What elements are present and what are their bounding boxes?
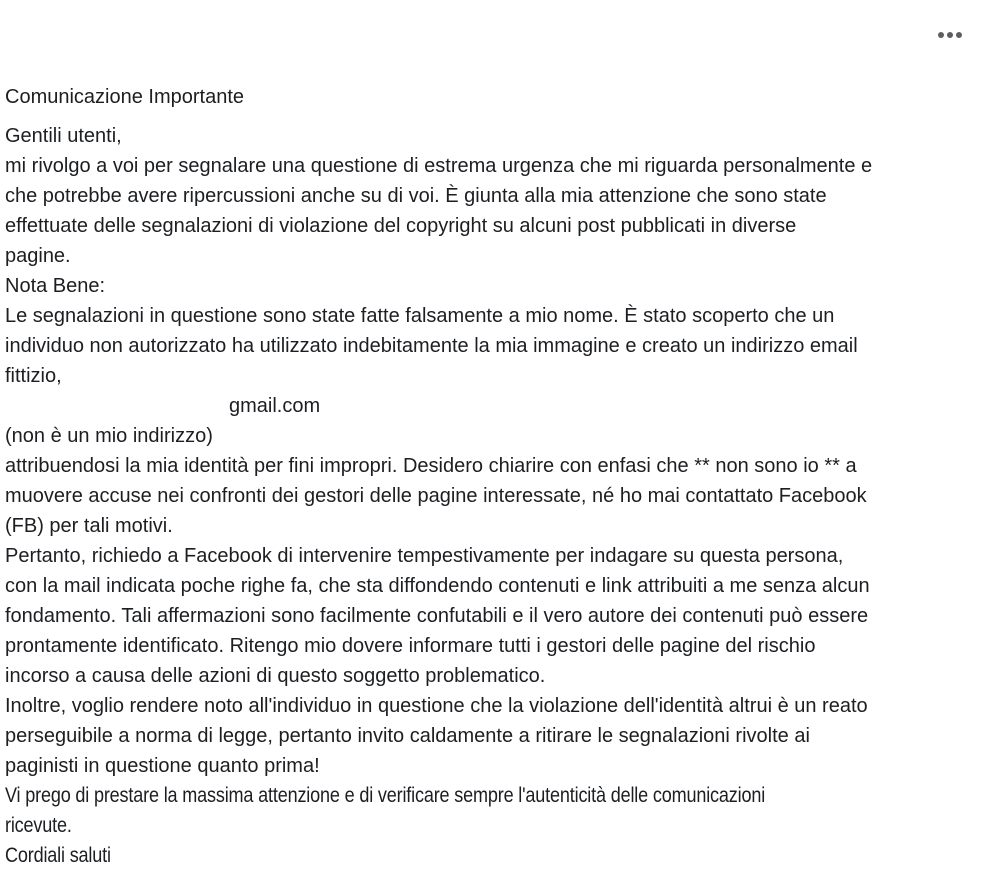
email-line (5, 391, 995, 421)
redacted-email-prefix (5, 411, 229, 412)
post-title: Comunicazione Importante (5, 86, 245, 108)
text-line: Inoltre, voglio rendere noto all'individuo in questione che la violazione dell'identità altrui è un reato (5, 695, 868, 717)
post-body (5, 82, 995, 871)
ellipsis-horizontal-icon (956, 32, 962, 38)
text-line: fondamento. Tali affermazioni sono facilmente confutabili e il vero autore dei contenuti può essere (5, 605, 869, 627)
text-line: muovere accuse nei confronti dei gestori delle pagine interessate, né ho mai contattato Facebook (5, 485, 867, 507)
text-line: con la mail indicata poche righe fa, che sta diffondendo contenuti e link attribuiti a me senza alcun (5, 575, 870, 597)
email-domain: gmail.com (229, 395, 321, 417)
text-line: (non è un mio indirizzo) (5, 425, 213, 447)
text-line: perseguibile a norma di legge, pertanto invito caldamente a ritirare le segnalazioni rivolte ai (5, 725, 810, 747)
text-line: Le segnalazioni in questione sono state fatte falsamente a mio nome. È stato scoperto che un (5, 305, 835, 327)
text-line: individuo non autorizzato ha utilizzato indebitamente la mia immagine e creato un indirizzo email (5, 335, 858, 357)
sign-off: Cordiali saluti (5, 844, 111, 867)
nota-bene-heading: Nota Bene: (5, 275, 106, 297)
text-line: paginisti in questione quanto prima! (5, 755, 320, 777)
text-line: che potrebbe avere ripercussioni anche su di voi. È giunta alla mia attenzione che sono state (5, 185, 827, 207)
text-line: effettuate delle segnalazioni di violazione del copyright su alcuni post pubblicati in diverse (5, 215, 797, 237)
text-line: prontamente identificato. Ritengo mio dovere informare tutti i gestori delle pagine del rischio (5, 635, 816, 657)
text-line: pagine. (5, 245, 71, 267)
more-options-button[interactable] (930, 24, 970, 46)
greeting: Gentili utenti, (5, 125, 122, 147)
text-line: attribuendosi la mia identità per fini impropri. Desidero chiarire con enfasi che ** non sono io ** a (5, 455, 857, 477)
text-line: (FB) per tali motivi. (5, 515, 173, 537)
text-line: ricevute. (5, 814, 72, 837)
ellipsis-horizontal-icon (938, 32, 944, 38)
text-line: Vi prego di prestare la massima attenzione e di verificare sempre l'autenticità delle comunicazioni (5, 784, 766, 807)
ellipsis-horizontal-icon (947, 32, 953, 38)
text-line: incorso a causa delle azioni di questo soggetto problematico. (5, 665, 546, 687)
text-line: fittizio, (5, 365, 62, 387)
text-line: Pertanto, richiedo a Facebook di intervenire tempestivamente per indagare su questa persona, (5, 545, 844, 567)
text-line: mi rivolgo a voi per segnalare una questione di estrema urgenza che mi riguarda personalmente e (5, 155, 873, 177)
